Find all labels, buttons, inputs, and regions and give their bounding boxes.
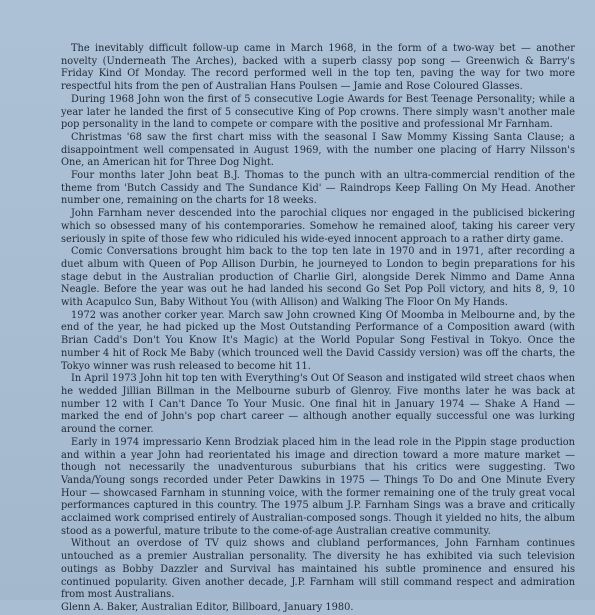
paragraph-3: Christmas '68 saw the first chart miss with the seasonal I Saw Mommy Kissing Santa Clause; a disappointment well compensated in August 1969, with the number one placing of Harry Nilsson's One, an American hit for Three Dog Night. — [61, 131, 575, 169]
paragraph-10: Without an overdose of TV quiz shows and clubland performances, John Farnham continues untouched as a premier Australian personality. The diversity he has exhibited via such television outings as Bobby Dazzler and Survival has maintained his subtle prominence and ensured his continued popularity. Given another decade, J.P. Farnham will still command respect and admiration from most Australians. — [61, 538, 575, 601]
paragraph-8: In April 1973 John hit top ten with Everything's Out Of Season and instigated wild street chaos when he wedded Jillian Billman in the Melbourne suburb of Glenroy. Five months later he was back at number 12 with I Can't Dance To Your Music. One final hit in January 1974 — Shake A Hand — marked the end of John's pop chart career — although another equally successful one was lurking around the corner. — [61, 373, 575, 436]
liner-notes-body — [61, 43, 575, 615]
author-signature: Glenn A. Baker, Australian Editor, Billboard, January 1980. — [61, 601, 354, 613]
paragraph-6: Comic Conversations brought him back to the top ten late in 1970 and in 1971, after recording a duet album with Queen of Pop Allison Durbin, he journeyed to London to begin preparations for his stage debut in the Australian production of Charlie Girl, alongside Derek Nimmo and Dame Anna Neagle. Before the year was out he had landed his second Go Set Pop Poll victory, and hits 8, 9, 10 with Acapulco Sun, Baby Without You (with Allison) and Walking The Floor On My Hands. — [61, 246, 575, 309]
paragraph-2: During 1968 John won the first of 5 consecutive Logie Awards for Best Teenage Personality; while a year later he landed the first of 5 consecutive King of Pop crowns. There simply wasn't another male pop personality in the land to compete or compare with the positive and professional Mr Farnham. — [61, 93, 575, 131]
paragraph-7: 1972 was another corker year. March saw John crowned King Of Moomba in Melbourne and, by the end of the year, he had picked up the Most Outstanding Performance of a Composition award (with Brian Cadd's Don't You Know It's Magic) at the World Popular Song Festival in Tokyo. Once the number 4 hit of Rock Me Baby (which trounced well the David Cassidy version) was off the charts, the Tokyo winner was rush released to become hit 11. — [61, 309, 575, 372]
paragraph-4: Four months later John beat B.J. Thomas to the punch with an ultra-commercial rendition of the theme from 'Butch Cassidy and The Sundance Kid' — Raindrops Keep Falling On My Head. Another number one, remaining on the charts for 18 weeks. — [61, 170, 575, 207]
paragraph-1: The inevitably difficult follow-up came in March 1968, in the form of a two-way bet — another novelty (Underneath The Arches), backed with a superb classy pop song — Greenwich & Barry's Friday Kind Of Monday. The record performed well in the top ten, paving the way for two more respectful hits from the pen of Australian Hans Poulsen — Jamie and Rose Coloured Glasses. — [61, 43, 575, 93]
paragraph-9: Early in 1974 impressario Kenn Brodziak placed him in the lead role in the Pippin stage production and within a year John had reorientated his image and direction toward a more mature market — though not necessarily the unadventurous suburbians that his critics were suggesting. Two Vanda/Young songs recorded under Peter Dawkins in 1975 — Things To Do and One Minute Every Hour — showcased Farnham in stunning voice, with the former remaining one of the truly great vocal performances captured in this country. The 1975 album J.P. Farnham Sings was a brave and critically acclaimed work comprised entirely of Australian-composed songs. Though it yielded no hits, the album stood as a powerful, mature tribute to the come-of-age Australian creative community. — [61, 436, 575, 537]
paragraph-5: John Farnham never descended into the parochial cliques nor engaged in the publicised bickering which so obsessed many of his contemporaries. Somehow he remained aloof, taking his career very seriously in spite of those few who ridiculed his wide-eyed innocent approach to a rather dirty game. — [61, 208, 575, 245]
